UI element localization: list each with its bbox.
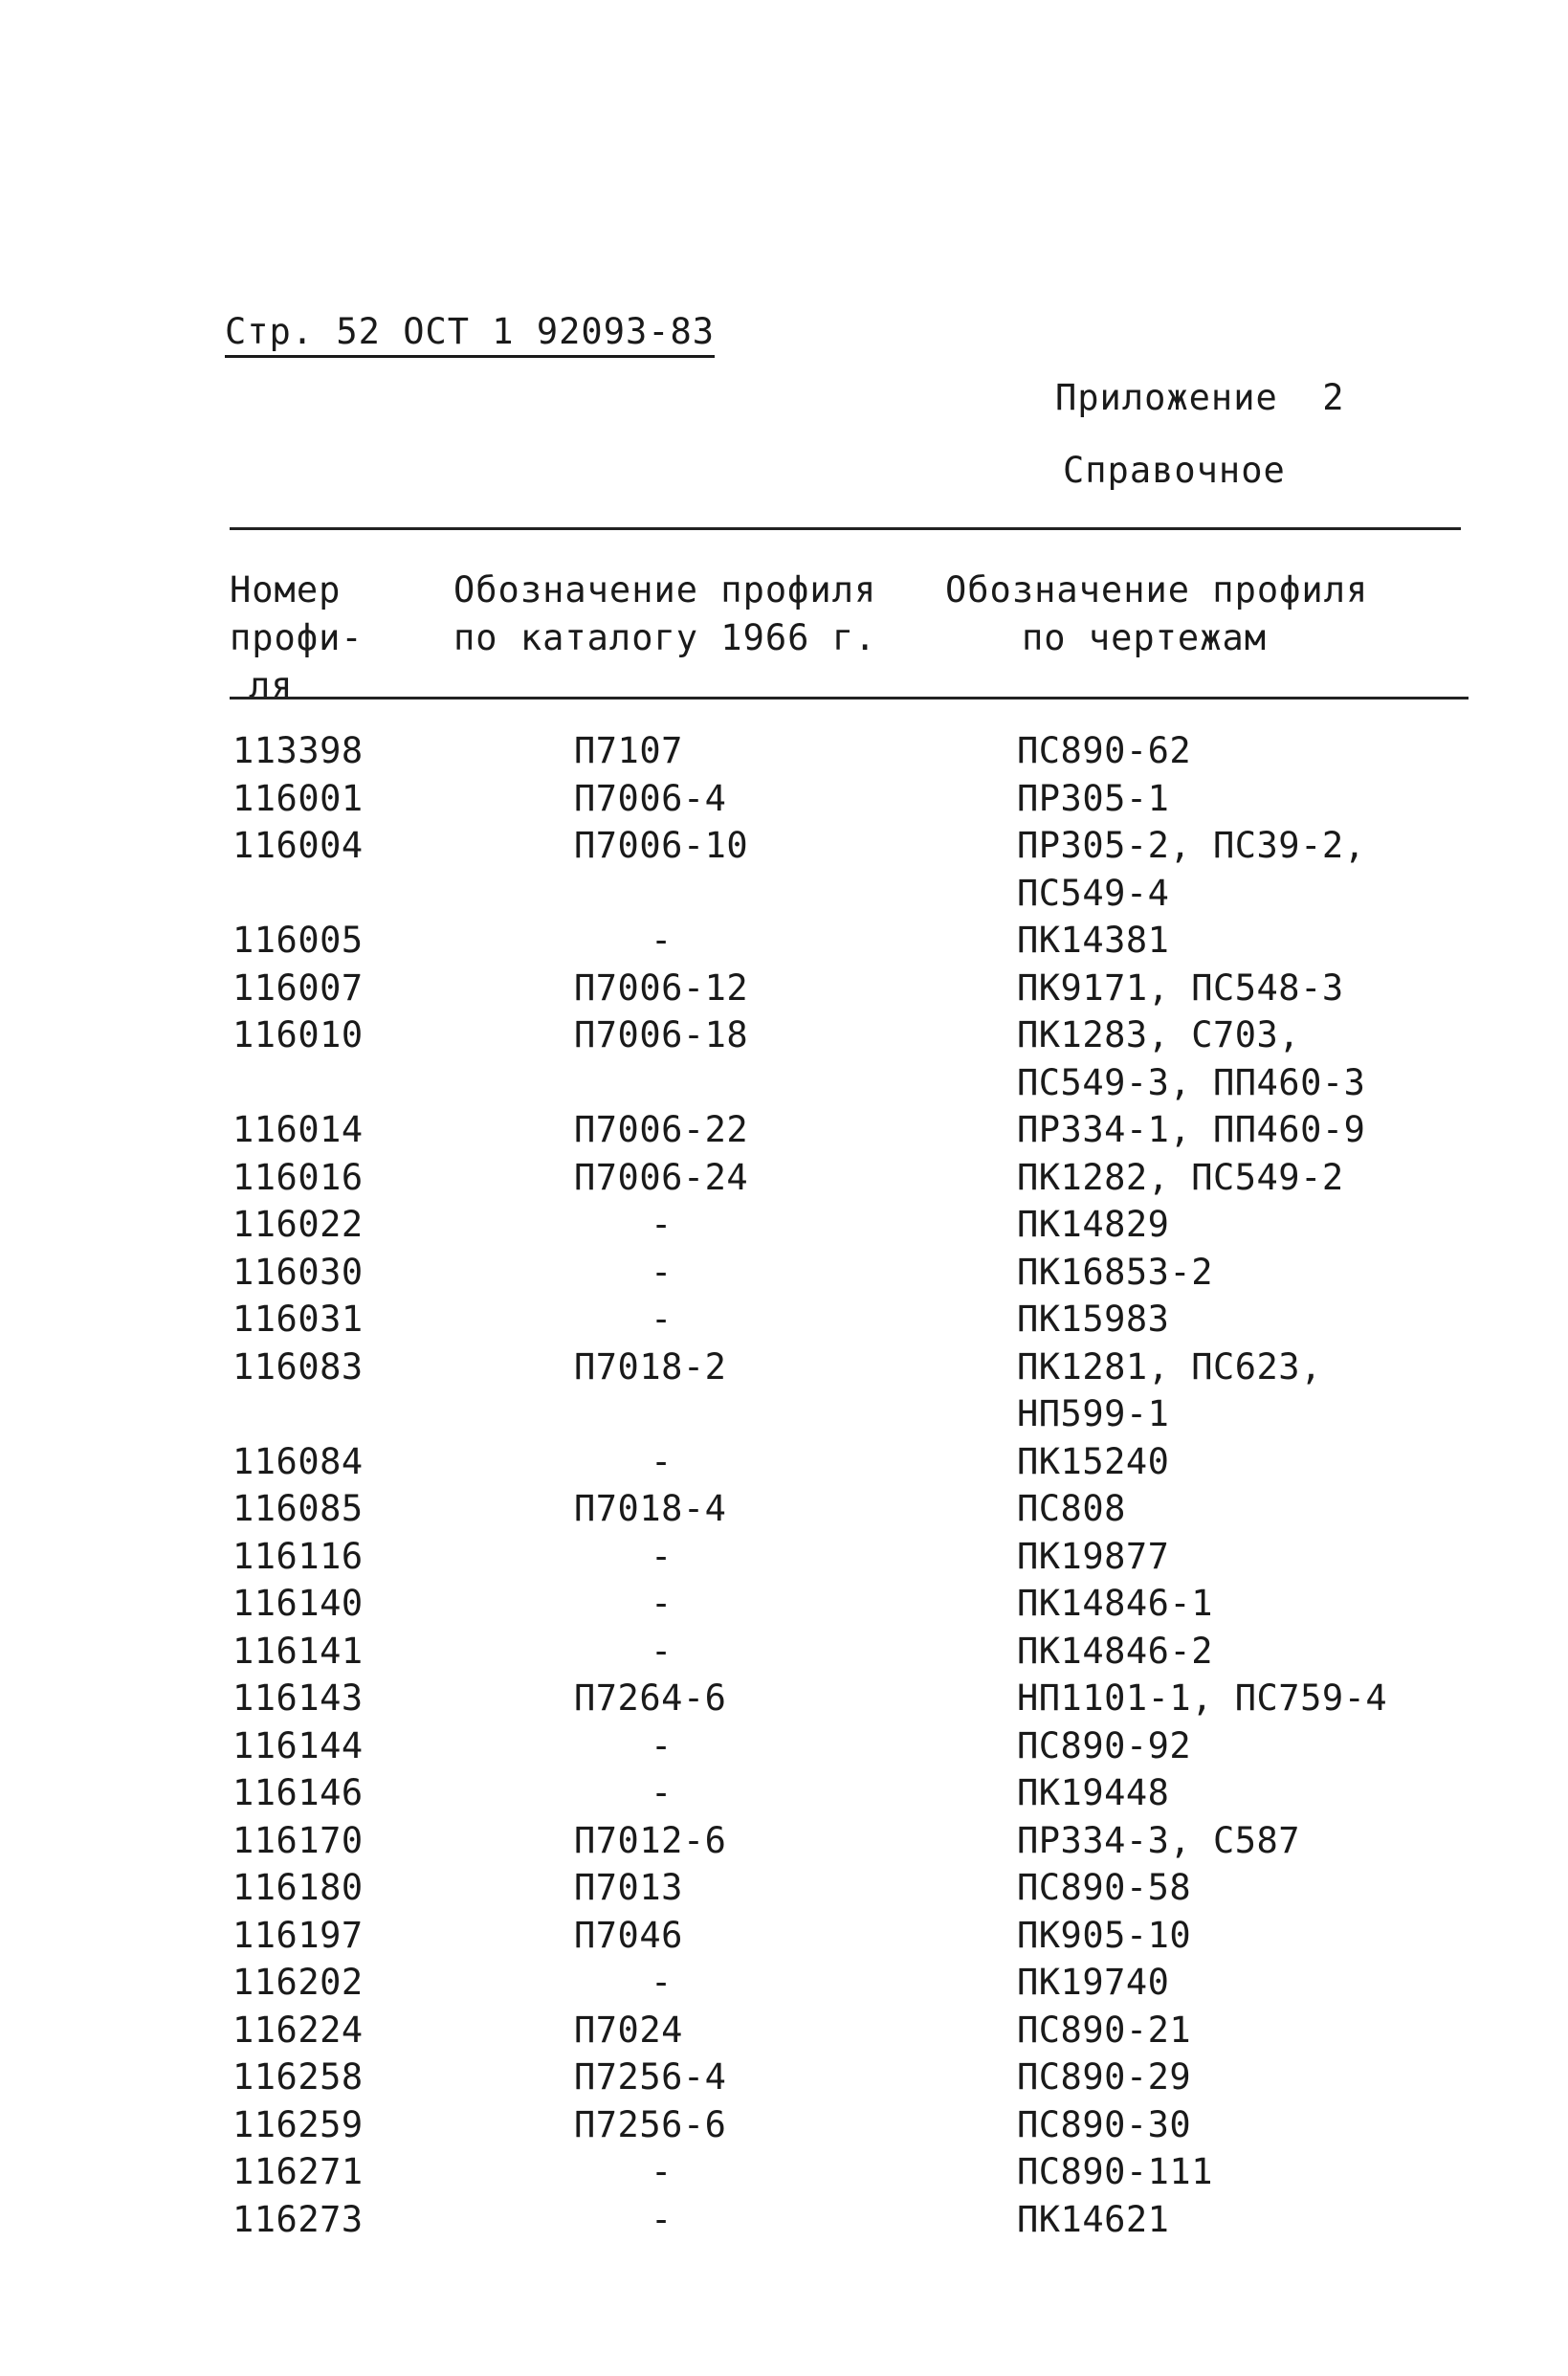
catalog-designation: - <box>651 1724 673 1766</box>
drawing-designation-line: ПР334-3, С587 <box>1017 1819 1301 1861</box>
drawing-designation <box>1017 1817 1495 1865</box>
profile-number: 116143 <box>232 1677 364 1719</box>
table-row <box>0 1201 1568 1249</box>
catalog-designation: П7107 <box>574 730 683 771</box>
drawing-designation-line: ПР305-2, ПС39-2, <box>1017 825 1366 866</box>
column-header-drawings-line: по чертежам <box>1022 617 1268 658</box>
drawing-designation-line: ПС549-4 <box>1017 872 1170 914</box>
catalog-designation: П7256-4 <box>574 2056 727 2098</box>
catalog-designation: П7018-2 <box>574 1345 727 1388</box>
drawing-designation <box>1017 1154 1495 1202</box>
drawing-designation <box>1017 1438 1495 1486</box>
table-row <box>0 1154 1568 1202</box>
drawing-designation-line: ПК14829 <box>1017 1204 1170 1245</box>
drawing-designation-line: ПР334-1, ПП460-9 <box>1017 1109 1366 1150</box>
drawing-designation-line: ПС890-92 <box>1017 1724 1192 1766</box>
profile-number: 116116 <box>232 1535 364 1577</box>
drawing-designation-line: ПС890-62 <box>1017 730 1192 771</box>
drawing-designation <box>1017 1628 1495 1676</box>
column-header-number <box>230 566 364 710</box>
catalog-designation: - <box>651 1772 673 1813</box>
drawing-designation <box>1017 1485 1495 1533</box>
drawing-designation-line: ПС890-30 <box>1017 2103 1192 2145</box>
table-row <box>0 1249 1568 1297</box>
drawing-designation-line: ПК1282, ПС549-2 <box>1017 1156 1344 1198</box>
table-row <box>0 1296 1568 1343</box>
drawing-designation-line: ПС549-3, ПП460-3 <box>1017 1061 1366 1103</box>
column-header-number-line: профи- <box>230 617 364 658</box>
catalog-designation: П7012-6 <box>574 1819 727 1861</box>
profile-number: 116005 <box>232 920 364 961</box>
appendix-label <box>1055 362 1345 507</box>
drawing-designation <box>1017 727 1495 775</box>
drawing-designation <box>1017 1011 1495 1106</box>
appendix-title: Приложение 2 <box>1055 377 1345 418</box>
profile-number: 116273 <box>232 2198 364 2240</box>
catalog-designation: - <box>651 1251 673 1293</box>
drawing-designation-line: НП599-1 <box>1017 1393 1170 1434</box>
table-row <box>0 727 1568 775</box>
drawing-designation <box>1017 1722 1495 1770</box>
column-header-number-line: ля <box>249 665 294 706</box>
catalog-designation: - <box>651 1440 673 1482</box>
drawing-designation-line: ПС890-29 <box>1017 2056 1192 2098</box>
drawing-designation <box>1017 2054 1495 2101</box>
drawing-designation <box>1017 1675 1495 1722</box>
profile-number: 116141 <box>232 1630 364 1672</box>
profile-number: 116202 <box>232 1962 364 2003</box>
column-header-drawings <box>945 566 1368 662</box>
table-row <box>0 1438 1568 1486</box>
table-row <box>0 1343 1568 1438</box>
catalog-designation: П7018-4 <box>574 1488 727 1529</box>
catalog-designation: - <box>651 920 673 961</box>
profile-number: 116001 <box>232 777 364 819</box>
drawing-designation <box>1017 775 1495 823</box>
profile-number: 116146 <box>232 1772 364 1813</box>
drawing-designation <box>1017 2101 1495 2149</box>
profile-number: 116197 <box>232 1914 364 1956</box>
drawing-designation-line: ПК14846-1 <box>1017 1583 1213 1624</box>
page-reference: Стр. 52 ОСТ 1 92093-83 <box>225 311 715 358</box>
catalog-designation: П7256-6 <box>574 2103 727 2145</box>
drawing-designation-line: ПК19448 <box>1017 1772 1170 1813</box>
table-row <box>0 1106 1568 1154</box>
table-row <box>0 917 1568 965</box>
table-row <box>0 2007 1568 2054</box>
table-row <box>0 1675 1568 1722</box>
drawing-designation <box>1017 1533 1495 1581</box>
table-top-rule <box>230 527 1461 530</box>
catalog-designation: - <box>651 1583 673 1624</box>
column-header-catalog-line: Обозначение профиля <box>453 569 877 611</box>
catalog-designation: - <box>651 2198 673 2240</box>
profile-number: 116180 <box>232 1867 364 1908</box>
profile-number: 116144 <box>232 1724 364 1766</box>
table-row <box>0 1817 1568 1865</box>
drawing-designation <box>1017 2007 1495 2054</box>
drawing-designation-line: ПС890-21 <box>1017 2009 1192 2051</box>
catalog-designation: П7006-24 <box>574 1156 749 1198</box>
column-header-number-line: Номер <box>230 569 342 611</box>
drawing-designation-line: ПК14621 <box>1017 2198 1170 2240</box>
profile-number: 116140 <box>232 1583 364 1624</box>
table-row <box>0 1485 1568 1533</box>
column-header-catalog <box>453 566 876 662</box>
catalog-designation: - <box>651 1630 673 1672</box>
profile-number: 116170 <box>232 1819 364 1861</box>
drawing-designation <box>1017 1343 1495 1438</box>
profile-number: 116010 <box>232 1014 364 1055</box>
profile-number: 116224 <box>232 2009 364 2051</box>
drawing-designation <box>1017 1912 1495 1960</box>
drawing-designation-line: ПК1283, С703, <box>1017 1014 1301 1055</box>
drawing-designation <box>1017 1959 1495 2007</box>
drawing-designation-line: ПС890-58 <box>1017 1867 1192 1908</box>
drawing-designation-line: ПК14381 <box>1017 920 1170 961</box>
catalog-designation: П7006-22 <box>574 1109 749 1150</box>
catalog-designation: - <box>651 2151 673 2192</box>
profile-number: 116014 <box>232 1109 364 1150</box>
table-row <box>0 1533 1568 1581</box>
table-row <box>0 822 1568 917</box>
table-row <box>0 1011 1568 1106</box>
drawing-designation <box>1017 965 1495 1012</box>
catalog-designation: - <box>651 1962 673 2003</box>
profile-number: 116004 <box>232 825 364 866</box>
drawing-designation <box>1017 1201 1495 1249</box>
drawing-designation-line: ПК15240 <box>1017 1440 1170 1482</box>
profile-number: 116016 <box>232 1156 364 1198</box>
appendix-kind: Справочное <box>1063 450 1286 491</box>
profile-number: 116007 <box>232 966 364 1009</box>
profile-number: 116258 <box>232 2056 364 2098</box>
table-row <box>0 1580 1568 1628</box>
table-row <box>0 2054 1568 2101</box>
profile-number: 116085 <box>232 1488 364 1529</box>
catalog-designation: П7013 <box>574 1867 683 1908</box>
drawing-designation-line: ПК905-10 <box>1017 1914 1192 1956</box>
drawing-designation <box>1017 2148 1495 2196</box>
catalog-designation: П7006-18 <box>574 1014 749 1055</box>
table-row <box>0 2196 1568 2244</box>
table-row <box>0 965 1568 1012</box>
profile-number: 116271 <box>232 2151 364 2192</box>
drawing-designation <box>1017 1864 1495 1912</box>
catalog-designation: П7006-4 <box>574 777 727 819</box>
table-row <box>0 2101 1568 2149</box>
drawing-designation-line: ПС808 <box>1017 1488 1126 1529</box>
drawing-designation-line: ПР305-1 <box>1017 777 1170 819</box>
profile-number: 116259 <box>232 2103 364 2145</box>
drawing-designation <box>1017 1296 1495 1343</box>
drawing-designation <box>1017 1769 1495 1817</box>
table-row <box>0 2148 1568 2196</box>
table-row <box>0 1722 1568 1770</box>
profile-number: 116030 <box>232 1251 364 1293</box>
table-header-rule <box>230 697 1469 699</box>
profile-number: 116022 <box>232 1204 364 1245</box>
catalog-designation: П7006-12 <box>574 966 749 1009</box>
drawing-designation-line: ПК9171, ПС548-3 <box>1017 966 1344 1009</box>
table-row <box>0 775 1568 823</box>
catalog-designation: - <box>651 1535 673 1577</box>
drawing-designation <box>1017 1249 1495 1297</box>
drawing-designation <box>1017 917 1495 965</box>
catalog-designation: П7264-6 <box>574 1677 727 1719</box>
drawing-designation-line: ПК1281, ПС623, <box>1017 1345 1322 1388</box>
drawing-designation-line: ПК19877 <box>1017 1535 1170 1577</box>
drawing-designation <box>1017 822 1495 917</box>
column-header-drawings-line: Обозначение профиля <box>945 569 1369 611</box>
drawing-designation-line: ПК15983 <box>1017 1299 1170 1340</box>
drawing-designation <box>1017 1106 1495 1154</box>
catalog-designation: П7006-10 <box>574 825 749 866</box>
table-row <box>0 1864 1568 1912</box>
catalog-designation: - <box>651 1204 673 1245</box>
catalog-designation: П7046 <box>574 1914 683 1956</box>
column-header-catalog-line: по каталогу 1966 г. <box>453 617 877 658</box>
table-row <box>0 1959 1568 2007</box>
profile-number: 116084 <box>232 1440 364 1482</box>
table-body <box>0 727 1568 2243</box>
catalog-designation: - <box>651 1299 673 1340</box>
drawing-designation <box>1017 1580 1495 1628</box>
profile-number: 116031 <box>232 1299 364 1340</box>
drawing-designation <box>1017 2196 1495 2244</box>
table-row <box>0 1769 1568 1817</box>
drawing-designation-line: ПК19740 <box>1017 1962 1170 2003</box>
drawing-designation-line: НП1101-1, ПС759-4 <box>1017 1677 1388 1719</box>
catalog-designation: П7024 <box>574 2009 683 2051</box>
table-row <box>0 1912 1568 1960</box>
drawing-designation-line: ПК16853-2 <box>1017 1251 1213 1293</box>
profile-number: 113398 <box>232 730 364 771</box>
profile-number: 116083 <box>232 1345 364 1388</box>
drawing-designation-line: ПС890-111 <box>1017 2151 1213 2192</box>
drawing-designation-line: ПК14846-2 <box>1017 1630 1213 1672</box>
table-row <box>0 1628 1568 1676</box>
